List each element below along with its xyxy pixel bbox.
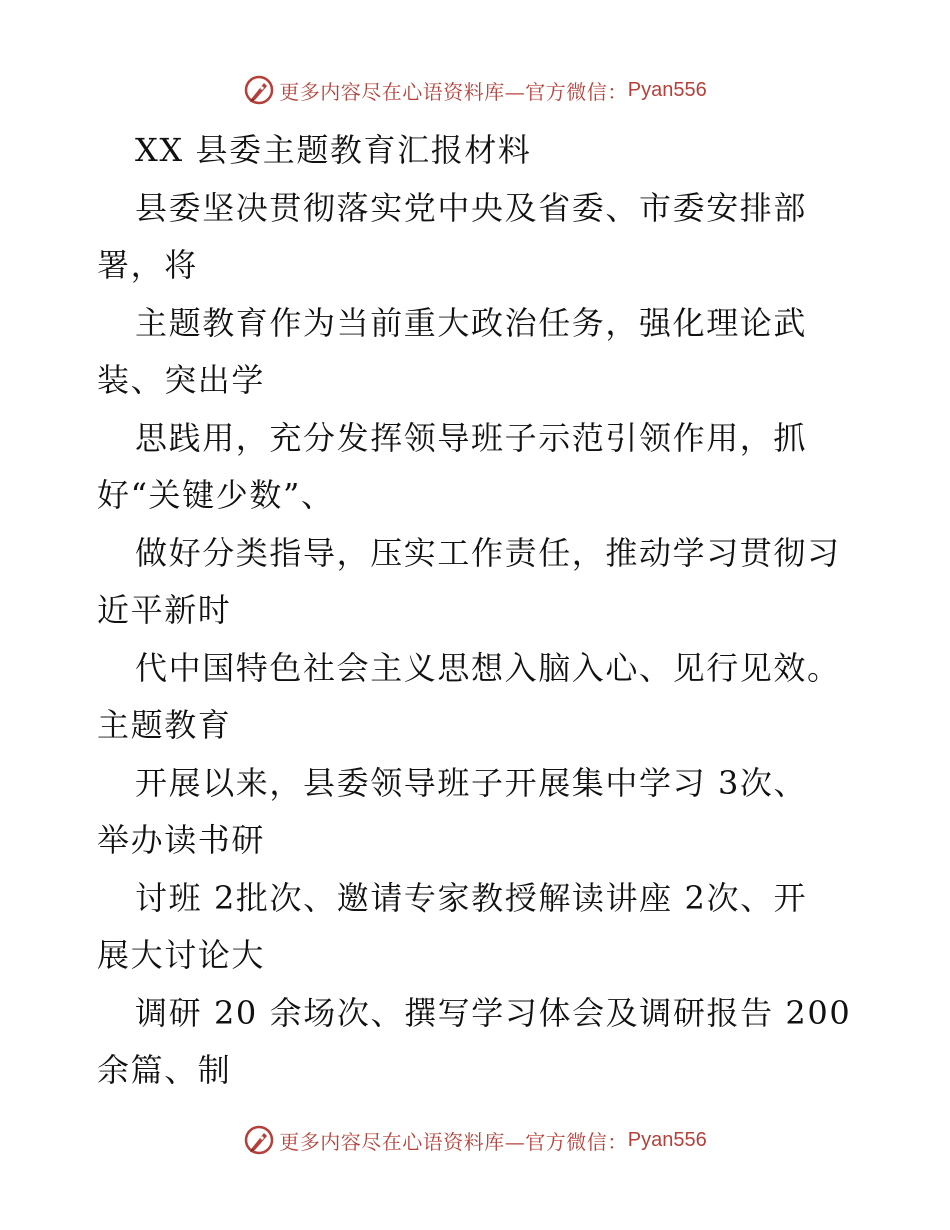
footer-banner-text: 更多内容尽在心语资料库—官方微信： [279,1129,628,1154]
document-line: 思践用，充分发挥领导班子示范引领作用，抓 [135,418,808,457]
document-line: 开展以来，县委领导班子开展集中学习 3次、 [135,763,808,802]
document-line: 举办读书研 [97,821,266,859]
document-body [97,122,897,1100]
document-line: 装、突出学 [97,361,266,399]
document-line: 展大讨论大 [97,936,266,974]
header-banner-handle: Pyan556 [627,78,707,101]
document-line: 好“关键少数”、 [97,476,335,514]
footer-banner-handle: Pyan556 [627,1128,707,1151]
pen-logo-icon [243,74,275,106]
document-title: XX 县委主题教育汇报材料 [135,131,532,169]
header-banner-text: 更多内容尽在心语资料库—官方微信： [279,79,628,104]
document-line: 讨班 2批次、邀请专家教授解读讲座 2次、开 [135,878,808,917]
document-line: 主题教育 [97,706,232,744]
document-line: 余篇、制 [97,1051,232,1089]
document-line: 调研 20 余场次、撰写学习体会及调研报告 200 [135,993,852,1032]
document-line: 近平新时 [97,591,232,629]
document-line: 主题教育作为当前重大政治任务，强化理论武 [135,303,808,342]
document-line: 代中国特色社会主义思想入脑入心、见行见效。 [135,648,841,687]
document-line: 县委坚决贯彻落实党中央及省委、市委安排部 [135,188,808,227]
header-banner [0,70,950,110]
pen-logo-icon [243,1124,275,1156]
footer-banner [0,1120,950,1160]
document-line: 署，将 [97,246,198,284]
document-line: 做好分类指导，压实工作责任，推动学习贯彻习 [135,533,841,572]
